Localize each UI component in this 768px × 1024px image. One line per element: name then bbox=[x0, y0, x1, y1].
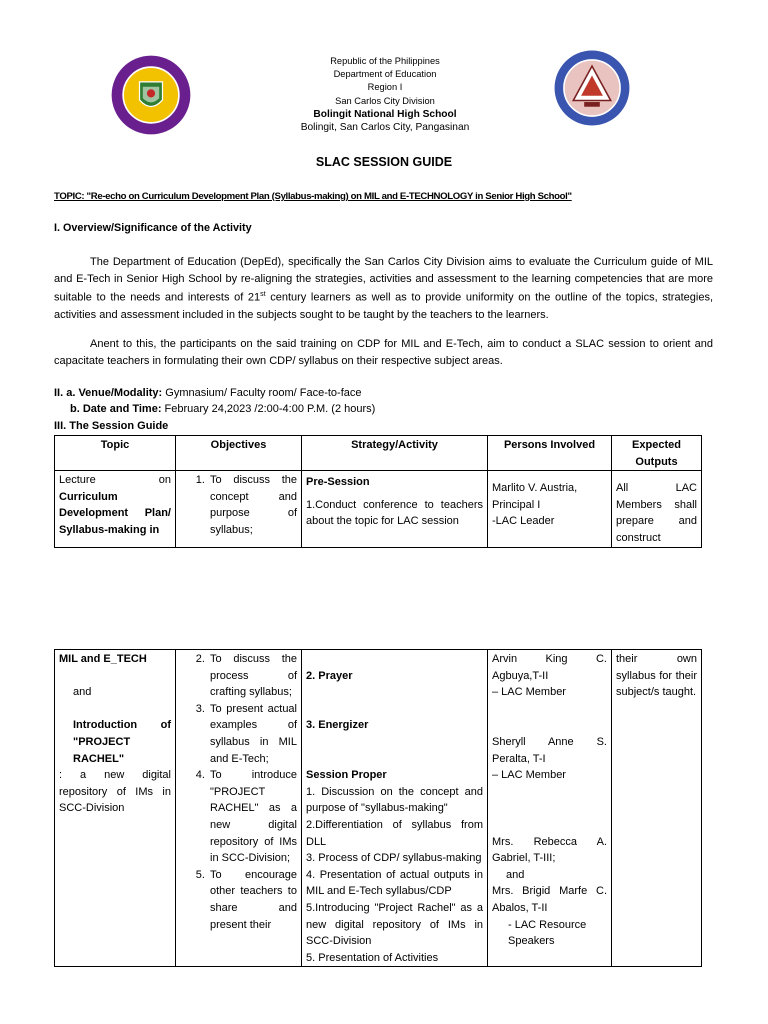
spacer bbox=[306, 651, 483, 668]
objectives-list bbox=[180, 651, 297, 933]
document-title: SLAC SESSION GUIDE bbox=[315, 155, 453, 169]
topic-project-rachel: Introduction of "PROJECT RACHEL" bbox=[73, 719, 171, 765]
section-overview-heading: I. Overview/Significance of the Activity bbox=[54, 222, 252, 234]
table-row bbox=[55, 650, 702, 967]
cell-strategy bbox=[302, 471, 488, 547]
topic-mil: MIL and E_TECH bbox=[59, 653, 147, 665]
header-topic: Topic bbox=[55, 436, 176, 471]
spacer bbox=[492, 784, 607, 801]
cell-outputs bbox=[612, 650, 702, 967]
header-outputs: Expected Outputs bbox=[612, 436, 702, 471]
spacer bbox=[492, 717, 607, 734]
letterhead-division: San Carlos City Division bbox=[335, 95, 435, 106]
spacer bbox=[306, 684, 483, 701]
overview-paragraph-1-text-a: The Department of Education (DepEd), specifically the San Carlos City Division aims to evaluate the Curriculum guide of MIL and E-Tech in Senior High School by re-aligning the strategies, activities and assessment to the learning competencies that are more suitable to the needs and interests of 21 bbox=[54, 256, 713, 305]
objective-item: 2. To discuss the process of crafting syllabus; bbox=[208, 651, 297, 701]
topic-cdp: Curriculum Development Plan/ Syllabus-making in bbox=[59, 490, 171, 536]
person-name: Mrs. Rebecca A. Gabriel, T-III; bbox=[492, 835, 607, 865]
person-role: – LAC Member bbox=[492, 686, 566, 699]
table-row bbox=[55, 471, 702, 547]
topic-lecture: Lecture on bbox=[59, 474, 171, 487]
spacer bbox=[59, 668, 171, 685]
spacer bbox=[59, 701, 171, 718]
objective-item: 5. To encourage other teachers to share and present their bbox=[208, 867, 297, 933]
table-header-row bbox=[55, 436, 702, 471]
header-persons: Persons Involved bbox=[488, 436, 612, 471]
date-line bbox=[70, 403, 375, 415]
spacer bbox=[306, 734, 483, 751]
letterhead-address: Bolingit, San Carlos City, Pangasinan bbox=[300, 122, 470, 134]
header-objectives: Objectives bbox=[176, 436, 302, 471]
strategy-session-proper: Session Proper bbox=[306, 769, 387, 782]
strategy-item: 2.Differentiation of syllabus from DLL bbox=[306, 818, 483, 848]
person-name: Marlito V. Austria, Principal I bbox=[492, 482, 578, 511]
letterhead-country: Republic of the Philippines bbox=[330, 56, 440, 66]
cell-persons bbox=[488, 471, 612, 547]
letterhead bbox=[230, 55, 540, 134]
person-role: -LAC Leader bbox=[492, 515, 555, 528]
strategy-item: 4. Presentation of actual outputs in MIL and E-Tech syllabus/CDP bbox=[306, 868, 483, 898]
strategy-item: 5. Presentation of Activities bbox=[306, 951, 439, 964]
cell-outputs bbox=[612, 471, 702, 547]
spacer bbox=[492, 800, 607, 817]
letterhead-region: Region I bbox=[367, 82, 403, 93]
cell-persons bbox=[488, 650, 612, 967]
objective-item: 4. To introduce "PROJECT RACHEL" as a new digital repository of IMs in SCC-Division; bbox=[208, 767, 297, 867]
person-name: Sheryll Anne S. Peralta, T-I bbox=[492, 735, 607, 765]
cell-objectives bbox=[176, 650, 302, 967]
strategy-prayer: 2. Prayer bbox=[306, 669, 353, 682]
letterhead-department: Department of Education bbox=[333, 69, 437, 80]
table-continuation-area bbox=[54, 649, 754, 1024]
strategy-energizer: 3. Energizer bbox=[306, 719, 369, 732]
person-role: – LAC Member bbox=[492, 769, 566, 782]
topic-and: and bbox=[73, 686, 92, 699]
cell-strategy bbox=[302, 650, 488, 967]
header-strategy: Strategy/Activity bbox=[302, 436, 488, 471]
overview-paragraph-1 bbox=[54, 254, 713, 323]
session-guide-heading: III. The Session Guide bbox=[54, 420, 169, 432]
strategy-item: 1.Conduct conference to teachers about the topic for LAC session bbox=[306, 498, 483, 528]
cell-topic bbox=[55, 650, 176, 967]
person-role: - LAC Resource Speakers bbox=[508, 918, 587, 948]
venue-label: II. a. Venue/Modality: bbox=[54, 387, 163, 399]
strategy-item: 1. Discussion on the concept and purpose of "syllabus-making" bbox=[306, 785, 483, 815]
date-value: February 24,2023 /2:00-4:00 P.M. (2 hours) bbox=[161, 403, 376, 415]
strategy-pre-session: Pre-Session bbox=[306, 476, 370, 489]
division-seal-logo bbox=[110, 54, 192, 136]
cell-topic bbox=[55, 471, 176, 547]
topic-line: TOPIC: "Re-echo on Curriculum Development Plan (Syllabus-making) on MIL and E-TECHNOLOGY in Senior High School" bbox=[54, 191, 572, 202]
person-and: and bbox=[506, 868, 525, 881]
venue-value: Gymnasium/ Faculty room/ Face-to-face bbox=[162, 387, 362, 399]
venue-line bbox=[54, 387, 361, 399]
session-guide-table-part2 bbox=[54, 649, 702, 967]
date-label: b. Date and Time: bbox=[70, 403, 162, 415]
overview-paragraph-1-text-b: century learners as well as to provide uniformity on the outline of the topics, strategies, activities and assessment included in the subjects sought to be taught by the teachers to the learners. bbox=[54, 292, 714, 321]
school-seal-logo bbox=[553, 49, 631, 127]
cell-objectives bbox=[176, 471, 302, 547]
outputs-text: All LAC Members shall prepare and construct bbox=[616, 482, 697, 544]
overview-paragraph-1-superscript: st bbox=[260, 291, 266, 299]
objectives-list bbox=[180, 472, 297, 538]
objective-item: 3. To present actual examples of syllabus in MIL and E-Tech; bbox=[208, 701, 297, 767]
spacer bbox=[306, 701, 483, 718]
objective-item: 1. To discuss the concept and purpose of syllabus; bbox=[208, 472, 297, 538]
letterhead-school: Bolingit National High School bbox=[313, 108, 457, 120]
topic-repository: : a new digital repository of IMs in SCC-Division bbox=[59, 769, 171, 815]
session-guide-table-part1 bbox=[54, 435, 702, 548]
overview-paragraph-2: Anent to this, the participants on the said training on CDP for MIL and E-Tech, aim to conduct a SLAC session to orient and capacitate teachers in formulating their own CDP/ syllabus on their respective subject areas. bbox=[54, 338, 713, 367]
strategy-item: 3. Process of CDP/ syllabus-making bbox=[306, 852, 482, 865]
person-name: Arvin King C. Agbuya,T-II bbox=[492, 653, 607, 682]
spacer bbox=[492, 817, 607, 834]
person-name: Mrs. Brigid Marfe C. Abalos, T-II bbox=[492, 885, 607, 914]
strategy-item: 5.Introducing "Project Rachel" as a new digital repository of IMs in SCC-Division bbox=[306, 901, 483, 948]
spacer bbox=[306, 751, 483, 768]
outputs-text: their own syllabus for their subject/s taught. bbox=[616, 653, 697, 699]
spacer bbox=[492, 701, 607, 718]
